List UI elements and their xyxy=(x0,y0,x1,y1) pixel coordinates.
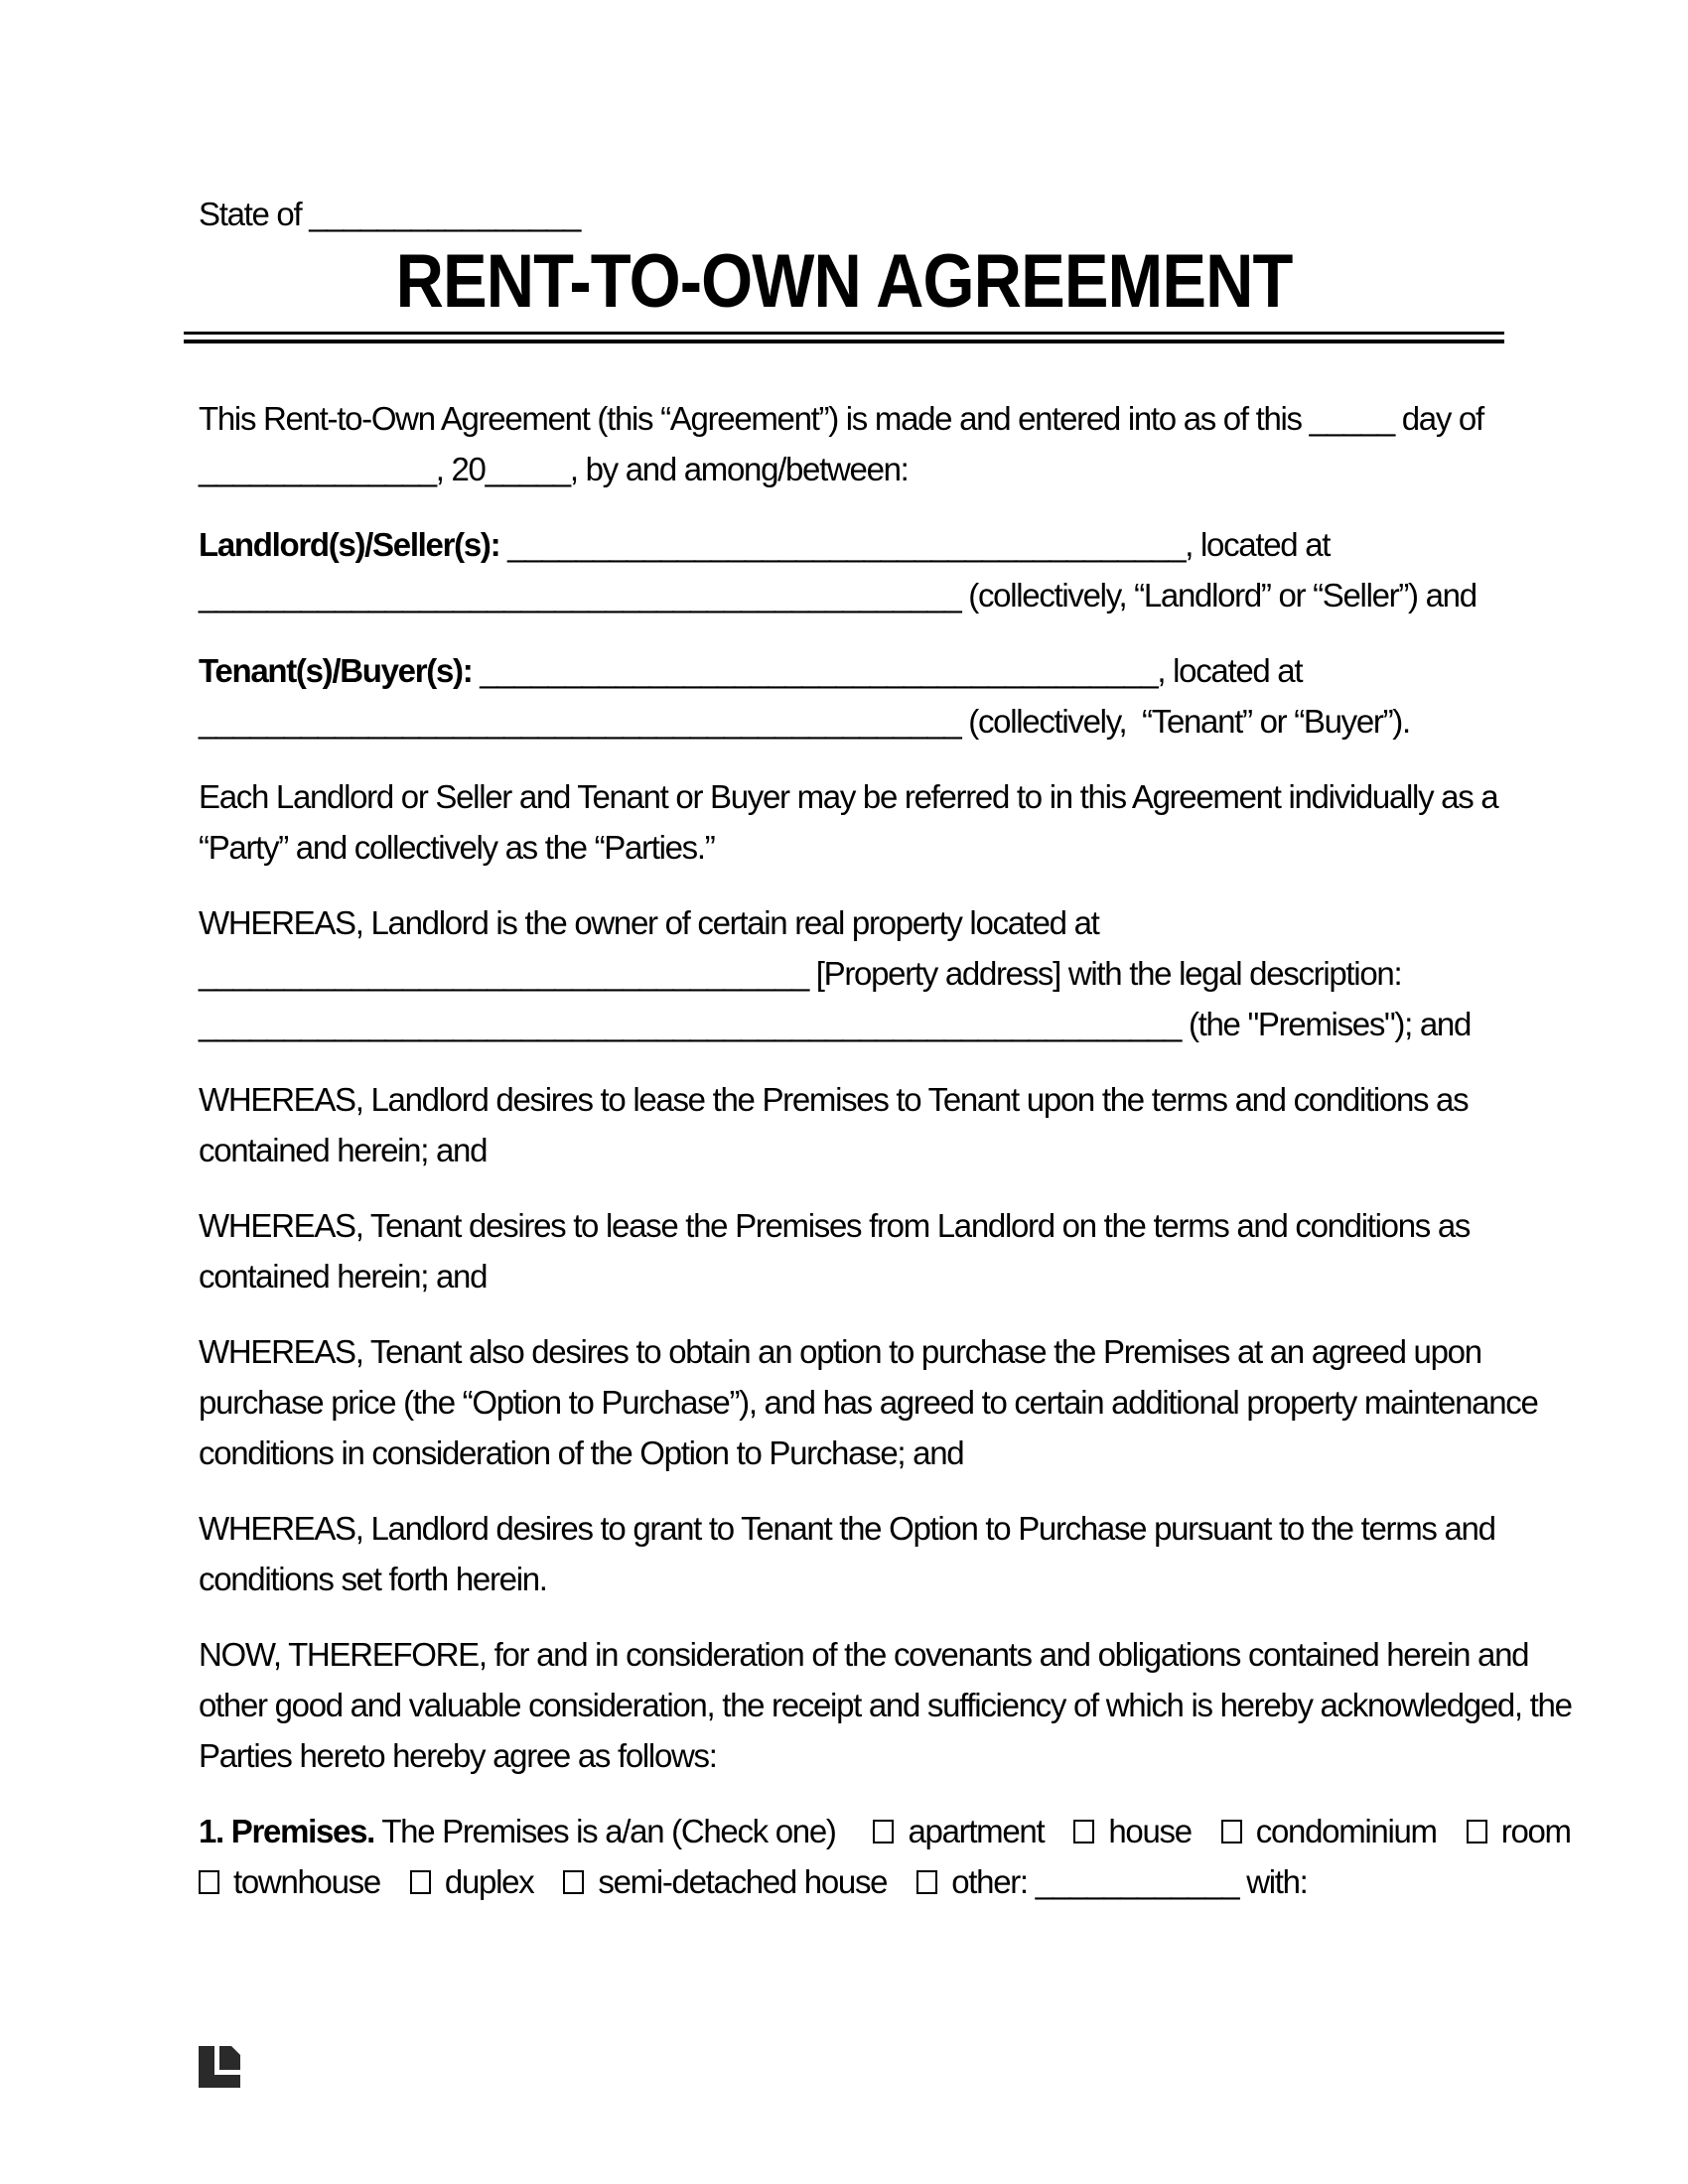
document-body xyxy=(199,393,1572,1907)
premises-option-label: apartment xyxy=(908,1813,1045,1849)
intro-clause xyxy=(199,393,1489,494)
text-line: Landlord(s)/Seller(s): ________________________________________, located at xyxy=(199,526,1331,563)
empty-checkbox-icon xyxy=(410,1870,431,1894)
text-line: contained herein; and xyxy=(199,1132,488,1168)
text-line: other good and valuable consideration, the receipt and sufficiency of which is hereby acknowledged, the xyxy=(199,1687,1572,1723)
empty-checkbox-icon xyxy=(873,1820,894,1843)
text-line: _____________________________________________ (collectively, “Tenant” or “Buyer”). xyxy=(199,703,1410,740)
text-line: Parties hereto hereby agree as follows: xyxy=(199,1737,717,1774)
state-label: State of xyxy=(199,196,310,232)
state-line xyxy=(199,195,1489,234)
premises-option-label: semi-detached house xyxy=(598,1863,888,1900)
whereas-grant-clause xyxy=(199,1503,1495,1604)
text-line: conditions set forth herein. xyxy=(199,1561,547,1597)
text-line: WHEREAS, Landlord desires to grant to Tenant the Option to Purchase pursuant to the terms and xyxy=(199,1510,1495,1547)
landlord-clause xyxy=(199,519,1489,620)
premises-section xyxy=(199,1806,1571,1907)
text-line: purchase price (the “Option to Purchase”), and has agreed to certain additional property maintenance xyxy=(199,1384,1538,1421)
clause-label: Landlord(s)/Seller(s): xyxy=(199,526,500,563)
title-divider xyxy=(184,332,1504,343)
premises-option-label: duplex xyxy=(444,1863,534,1900)
clause-label: Tenant(s)/Buyer(s): xyxy=(199,652,473,689)
now-therefore-clause xyxy=(199,1629,1572,1781)
text-line: _____________________________________________ (collectively, “Landlord” or “Seller”) and xyxy=(199,577,1477,614)
text-line: NOW, THEREFORE, for and in consideration of the covenants and obligations contained herein and xyxy=(199,1636,1529,1673)
text-line: conditions in consideration of the Option to Purchase; and xyxy=(199,1434,964,1471)
premises-line-1: 1. Premises. The Premises is a/an (Check one) apartment house condominium room xyxy=(199,1813,1571,1849)
text-line: WHEREAS, Tenant desires to lease the Premises from Landlord on the terms and conditions as xyxy=(199,1207,1471,1244)
empty-checkbox-icon xyxy=(563,1870,584,1894)
text-line: ____________________________________ [Property address] with the legal description: xyxy=(199,955,1402,992)
text-line: WHEREAS, Tenant also desires to obtain an option to purchase the Premises at an agreed upon xyxy=(199,1333,1481,1370)
legal-templates-logo xyxy=(199,2046,240,2088)
text-line: ______________, 20_____, by and among/between: xyxy=(199,451,909,487)
premises-line-2 xyxy=(199,1856,1489,1907)
premises-option-label: condominium xyxy=(1255,1813,1437,1849)
premises-with-label: with: xyxy=(1238,1863,1308,1900)
empty-checkbox-icon xyxy=(1073,1820,1094,1843)
text-line: WHEREAS, Landlord desires to lease the Premises to Tenant upon the terms and conditions as xyxy=(199,1081,1469,1118)
empty-checkbox-icon xyxy=(916,1870,937,1894)
premises-other-blank-field: ____________ xyxy=(1035,1863,1239,1900)
empty-checkbox-icon xyxy=(1467,1820,1487,1843)
empty-checkbox-icon xyxy=(199,1870,219,1894)
whereas-landlord-lease-clause xyxy=(199,1074,1489,1175)
premises-other-label: other: xyxy=(951,1863,1036,1900)
state-blank-field: ________________ xyxy=(309,196,581,232)
whereas-tenant-lease-clause xyxy=(199,1200,1489,1301)
parties-clause xyxy=(199,771,1498,873)
text-line: contained herein; and xyxy=(199,1258,488,1295)
whereas-option-clause xyxy=(199,1326,1538,1478)
premises-heading: 1. Premises. xyxy=(199,1813,375,1849)
tenant-clause xyxy=(199,645,1489,747)
text-line: __________________________________________________________ (the "Premises"); and xyxy=(199,1006,1472,1042)
whereas-property-clause xyxy=(199,897,1489,1049)
page-title: RENT-TO-OWN AGREEMENT xyxy=(395,239,1293,324)
text-line: WHEREAS, Landlord is the owner of certain real property located at xyxy=(199,904,1099,941)
premises-option-label: house xyxy=(1108,1813,1192,1849)
premises-option-label: room xyxy=(1500,1813,1571,1849)
document-content xyxy=(199,0,1572,1932)
title-row xyxy=(199,236,1489,328)
text-line: “Party” and collectively as the “Parties.” xyxy=(199,829,715,866)
premises-option-label: townhouse xyxy=(233,1863,380,1900)
text-line: This Rent-to-Own Agreement (this “Agreement”) is made and entered into as of this _____ day of xyxy=(199,400,1483,437)
logo-l-horizontal xyxy=(214,2070,240,2075)
text-line: Tenant(s)/Buyer(s): ________________________________________, located at xyxy=(199,652,1303,689)
logo-folded-corner xyxy=(231,2046,240,2055)
text-line: Each Landlord or Seller and Tenant or Buyer may be referred to in this Agreement individually as a xyxy=(199,778,1498,815)
empty-checkbox-icon xyxy=(1221,1820,1242,1843)
